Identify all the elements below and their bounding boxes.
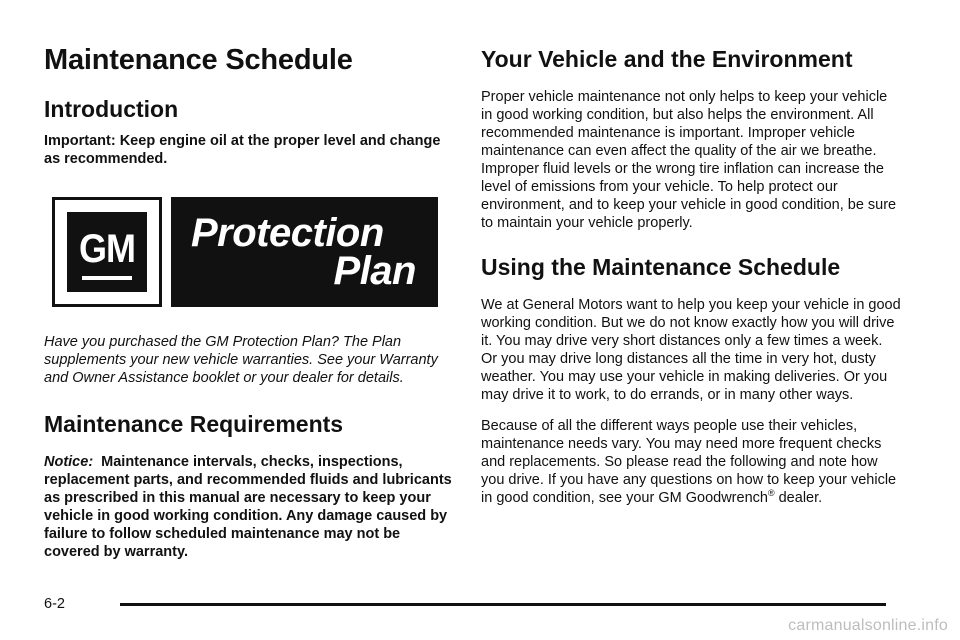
wordmark-line-1: Protection xyxy=(191,211,384,255)
gm-letters: GM xyxy=(79,225,135,271)
notice-text: Maintenance intervals, checks, inspections, replacement parts, and recommended fluids and lubricants as prescribed in this manual are necessary to keep your vehicle in good working condition. Any damage caused by failure to follow scheduled maintenance may not be covered by warranty. xyxy=(44,454,452,560)
using-schedule-heading: Using the Maintenance Schedule xyxy=(481,254,841,280)
notice-label: Notice: xyxy=(44,454,94,470)
environment-heading: Your Vehicle and the Environment xyxy=(481,46,853,72)
gm-logo-icon xyxy=(52,197,162,307)
watermark: carmanualsonline.info xyxy=(788,617,948,634)
registered-mark: ® xyxy=(767,488,775,499)
page-number: 6-2 xyxy=(44,596,65,612)
using-paragraph-1: We at General Motors want to help you keep your vehicle in good working condition. But we do not know exactly how you will drive it. You may drive very short distances only a few times a week. Or you may drive long distances all the time in very hot, dusty weather. You may use your vehicle in making deliveries. Or you may drive it to work, to do errands, or in many other ways. xyxy=(481,297,901,403)
environment-paragraph: Proper vehicle maintenance not only helps to keep your vehicle in good working condition, but also helps the environment. All recommended maintenance is important. Improper vehicle maintenance can even affect the quality of the air we breathe. Improper fluid levels or the wrong tire inflation can increase the level of emissions from your vehicle. To help protect our environment, and to keep your vehicle in good condition, be sure to maintain your vehicle properly. xyxy=(481,89,897,231)
protection-plan-caption: Have you purchased the GM Protection Plan? The Plan supplements your new vehicle warranties. See your Warranty and Owner Assistance booklet or your dealer for details. xyxy=(44,334,438,386)
wordmark-line-2: Plan xyxy=(333,249,416,293)
left-column xyxy=(44,40,452,561)
using-paragraph-2-end: dealer. xyxy=(774,490,823,506)
protection-plan-wordmark xyxy=(171,197,438,307)
using-paragraph-2-text: Because of all the different ways people use their vehicles, maintenance needs vary. You may need more frequent checks and replacements. So please read the following and note how you drive. If you have any questions on how to keep your vehicle in good condition, see your GM Goodwrench xyxy=(481,418,897,506)
page-title: Maintenance Schedule xyxy=(44,44,353,76)
requirements-heading: Maintenance Requirements xyxy=(44,411,344,437)
footer-divider xyxy=(120,603,886,606)
gm-protection-plan-logo xyxy=(44,197,452,309)
introduction-heading: Introduction xyxy=(44,96,179,122)
using-paragraph-2 xyxy=(481,417,901,507)
notice-paragraph xyxy=(44,453,452,561)
right-column xyxy=(481,40,901,507)
important-note: Important: Keep engine oil at the proper level and change as recommended. xyxy=(44,133,441,167)
